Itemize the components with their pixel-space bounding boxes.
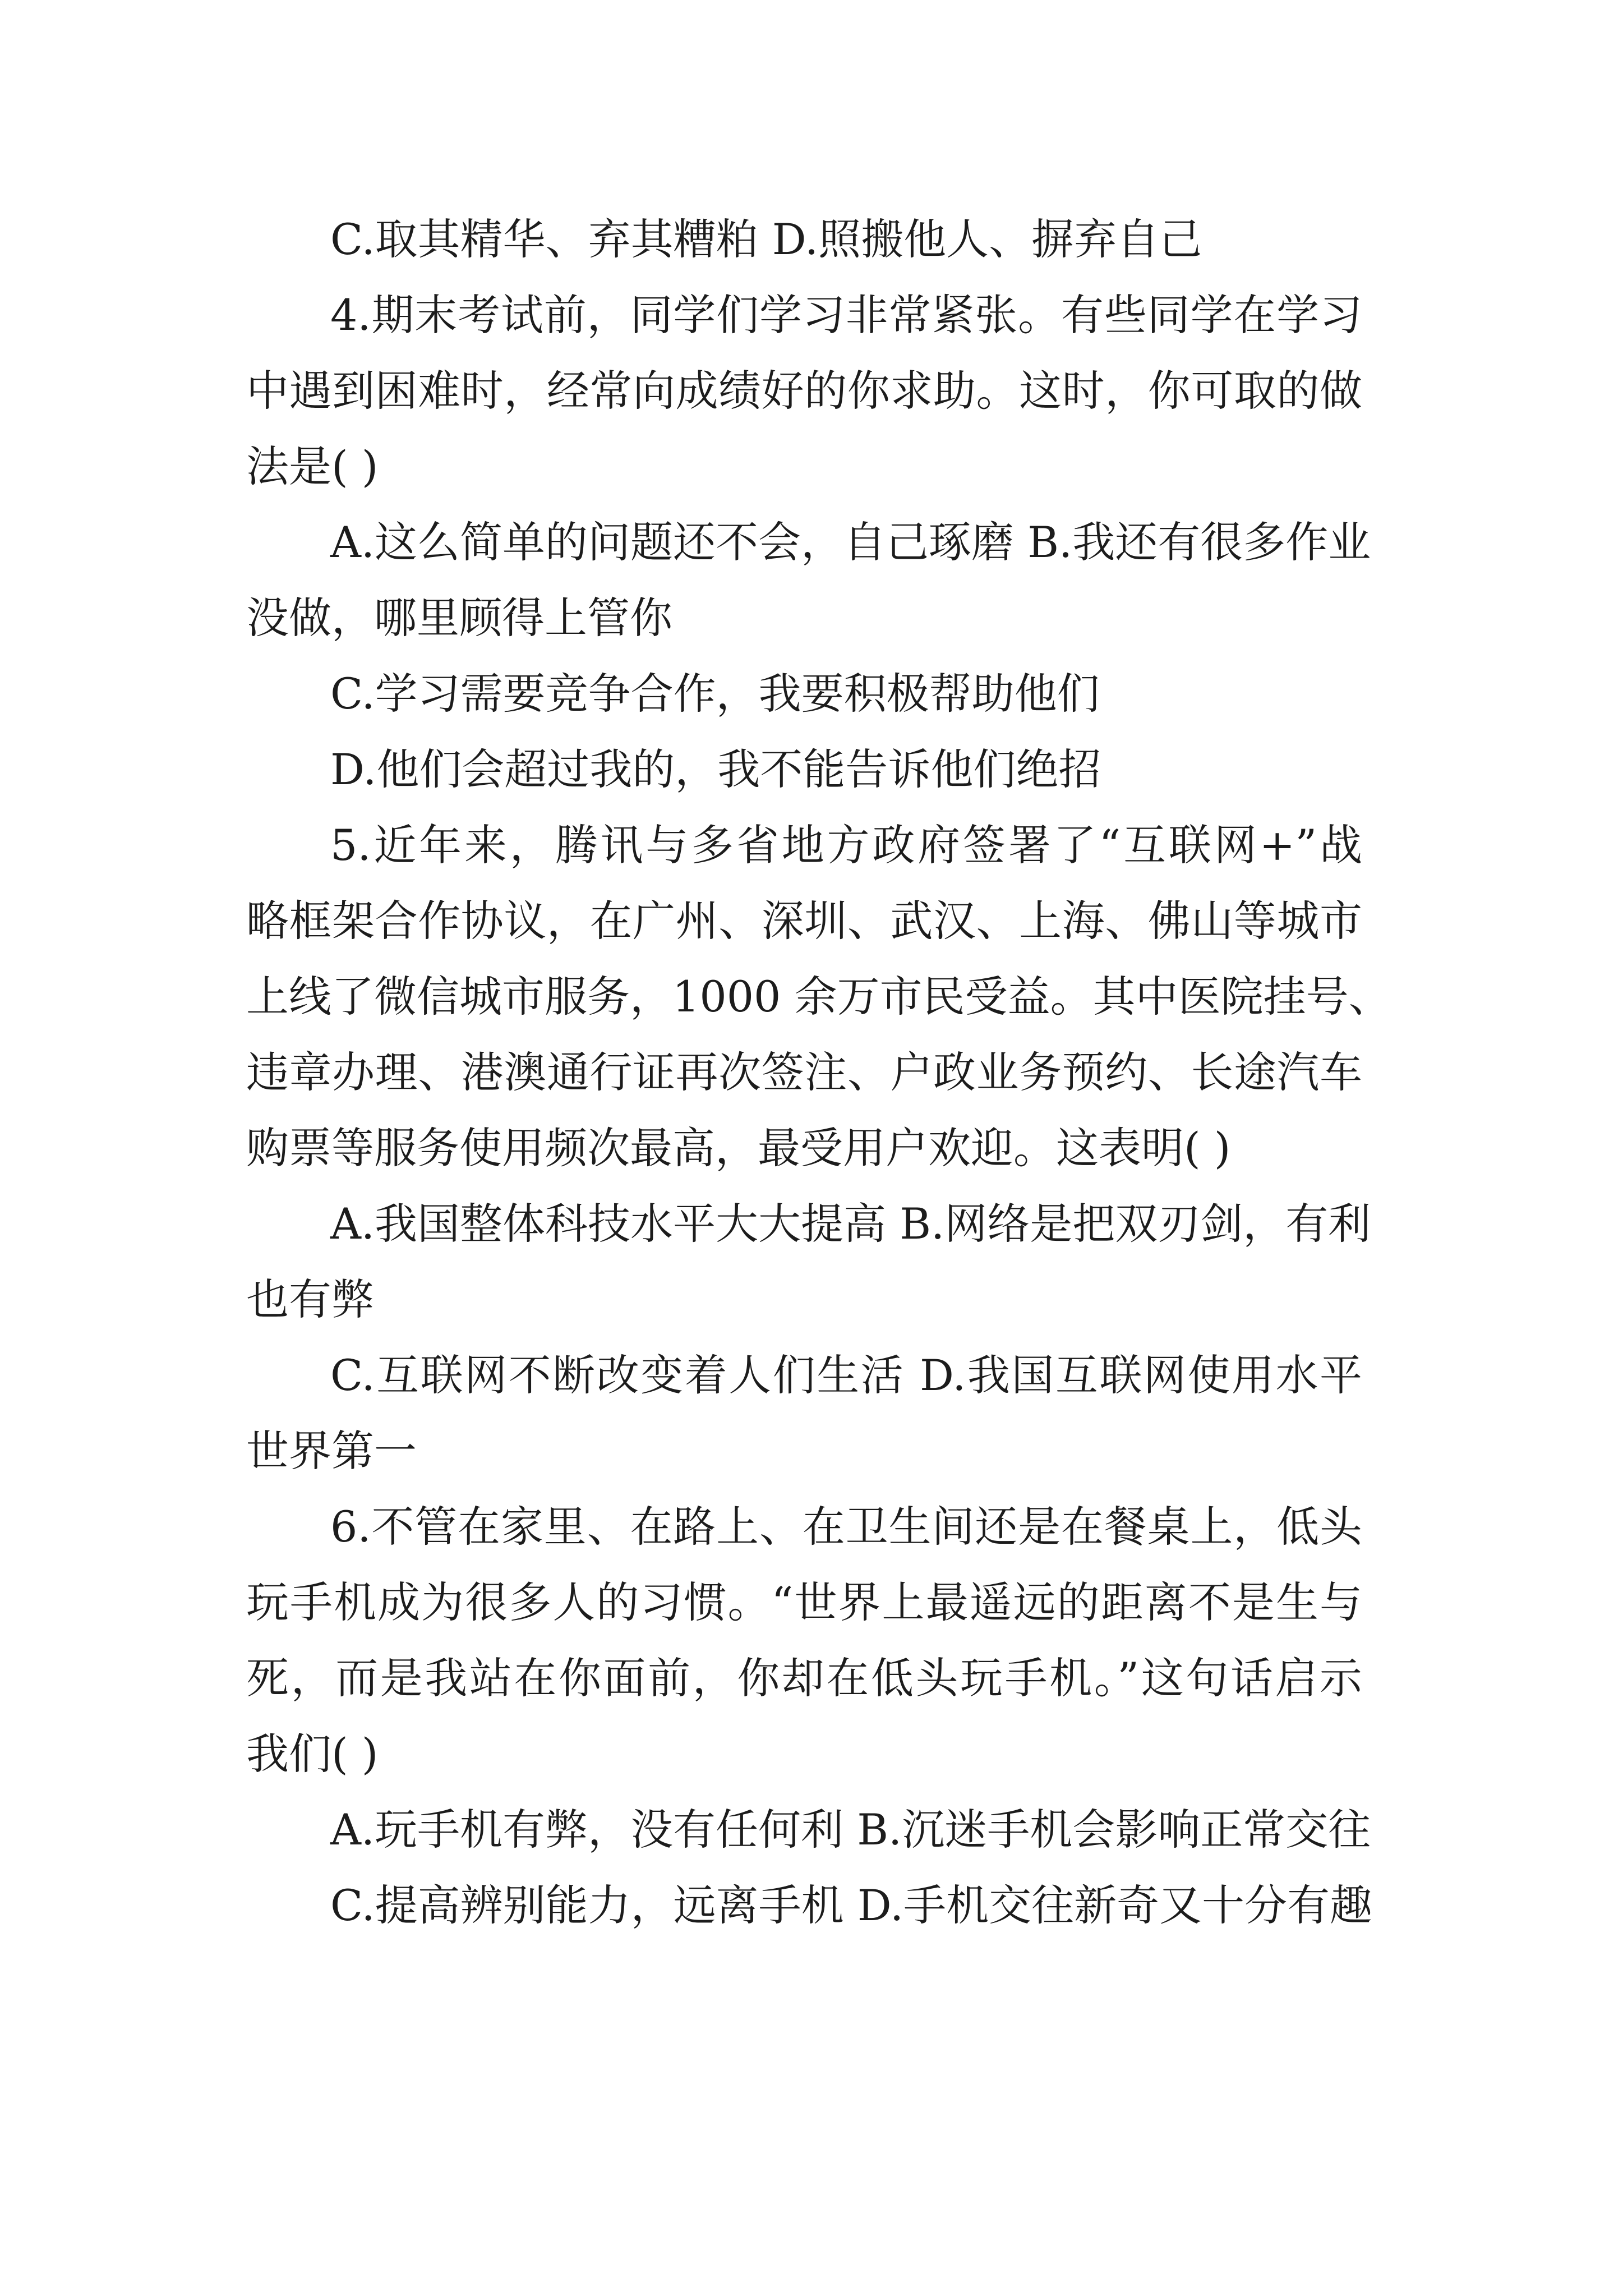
- question-stem-line: 死，而是我站在你面前，你却在低头玩手机。”这句话启示: [246, 1653, 1362, 1703]
- question-5: [246, 807, 1391, 1489]
- question-stem-line: 购票等服务使用频次最高，最受用户欢迎。这表明( ): [246, 1123, 1231, 1173]
- question-3-options-continued: [246, 201, 1362, 277]
- question-6-options: [246, 1792, 1373, 1943]
- option-line: C.学习需要竞争合作，我要积极帮助他们: [330, 669, 1100, 719]
- question-stem-line: 上线了微信城市服务，1000 余万市民受益。其中医院挂号、: [246, 972, 1391, 1022]
- option-line: C.取其精华、弃其糟粕 D.照搬他人、摒弃自己: [330, 214, 1202, 264]
- option-line: 世界第一: [246, 1426, 417, 1476]
- question-4: [246, 277, 1371, 807]
- question-stem-line: 违章办理、港澳通行证再次签注、户政业务预约、长途汽车: [246, 1047, 1362, 1097]
- question-4-options: [246, 504, 1371, 807]
- option-line: A.这么简单的问题还不会，自己琢磨 B.我还有很多作业: [330, 517, 1371, 567]
- question-stem-line: 法是( ): [246, 441, 379, 491]
- question-stem-line: 玩手机成为很多人的习惯。“世界上最遥远的距离不是生与: [246, 1577, 1362, 1627]
- option-line: D.他们会超过我的，我不能告诉他们绝招: [330, 744, 1101, 794]
- question-5-options: [246, 1186, 1371, 1489]
- option-line: 也有弊: [246, 1274, 374, 1324]
- question-stem-line: 我们( ): [246, 1729, 379, 1779]
- question-stem-line: 5.近年来，腾讯与多省地方政府签署了“互联网+”战: [330, 820, 1362, 870]
- question-stem-line: 略框架合作协议，在广州、深圳、武汉、上海、佛山等城市: [246, 896, 1362, 946]
- option-line: C.互联网不断改变着人们生活 D.我国互联网使用水平: [330, 1350, 1362, 1400]
- option-line: A.我国整体科技水平大大提高 B.网络是把双刃剑，有利: [330, 1199, 1371, 1249]
- question-5-stem: [246, 807, 1391, 1186]
- question-6-stem: [246, 1489, 1362, 1792]
- question-4-stem: [246, 277, 1362, 504]
- option-line: A.玩手机有弊，没有任何利 B.沉迷手机会影响正常交往: [330, 1805, 1371, 1855]
- question-stem-line: 6.不管在家里、在路上、在卫生间还是在餐桌上，低头: [330, 1502, 1362, 1552]
- option-line: 没做，哪里顾得上管你: [246, 593, 672, 643]
- page-body: [246, 201, 1391, 1943]
- question-stem-line: 中遇到困难时，经常向成绩好的你求助。这时，你可取的做: [246, 366, 1362, 416]
- question-6: [246, 1489, 1373, 1943]
- question-stem-line: 4.期末考试前，同学们学习非常紧张。有些同学在学习: [330, 290, 1362, 340]
- option-line: C.提高辨别能力，远离手机 D.手机交往新奇又十分有趣: [330, 1880, 1373, 1930]
